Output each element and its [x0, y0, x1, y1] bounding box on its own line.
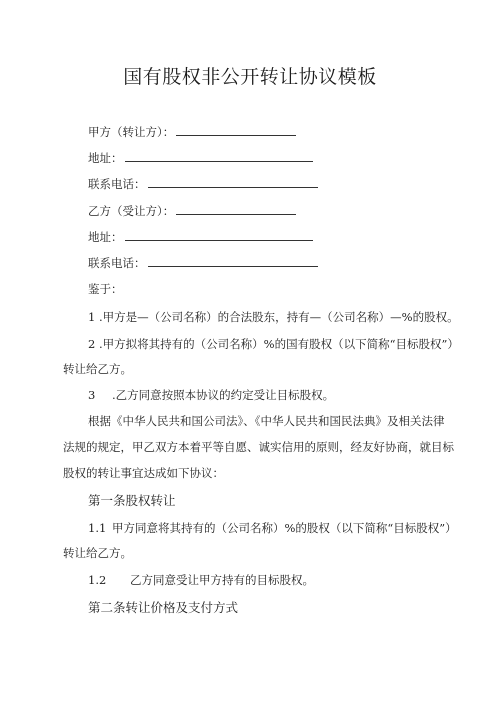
recital-2-text-line1: .甲方拟将其持有的（公司名称）%的国有股权（以下简称“目标股权”）: [98, 337, 459, 351]
recital-3-text: .乙方同意按照本协议的约定受让目标股权。: [112, 388, 335, 402]
clause-1-1-text-line1: 甲方同意将其持有的（公司名称）%的股权（以下简称“目标股权”）: [112, 521, 457, 535]
party-b-label: 乙方（受让方）：: [88, 204, 175, 218]
whereas-label: 鉴于：: [88, 282, 123, 296]
document-title: 国有股权非公开转让协议模板: [123, 66, 377, 88]
party-a-phone-field: [88, 176, 318, 192]
party-a-label: 甲方（转让方）：: [88, 125, 175, 139]
recital-3: [88, 387, 334, 403]
basis-line-2: 法规的规定，甲乙双方本着平等自愿、诚实信用的原则，经友好协商，就目标: [63, 440, 454, 454]
party-b-field: [88, 203, 296, 219]
party-b-address-label: 地址：: [88, 230, 123, 244]
party-b-phone-field: [88, 255, 318, 271]
article-2-heading: 第二条转让价格及支付方式: [88, 600, 239, 615]
party-a-address-field: [88, 150, 313, 166]
clause-1-2-text: 乙方同意受让甲方持有的目标股权。: [130, 573, 314, 587]
recital-2-number: 2: [88, 337, 96, 351]
recital-1-number: 1: [88, 310, 96, 324]
clause-1-1-line1: [88, 520, 457, 536]
party-b-address-field: [88, 229, 313, 245]
article-1-heading: 第一条股权转让: [88, 493, 176, 508]
party-b-blank[interactable]: [176, 203, 296, 215]
recital-2-line1: [88, 336, 459, 352]
party-a-address-label: 地址：: [88, 151, 123, 165]
clause-1-1-number: 1.1: [88, 521, 107, 535]
party-a-blank[interactable]: [176, 124, 296, 136]
clause-1-2: [88, 572, 314, 588]
party-a-phone-label: 联系电话：: [88, 177, 146, 191]
party-a-phone-blank[interactable]: [148, 176, 318, 188]
party-a-field: [88, 124, 296, 140]
clause-1-2-number: 1.2: [88, 573, 107, 587]
party-a-address-blank[interactable]: [125, 150, 313, 162]
party-b-phone-label: 联系电话：: [88, 256, 146, 270]
clause-1-1-line2: 转让给乙方。: [63, 546, 132, 560]
party-b-address-blank[interactable]: [125, 229, 313, 241]
basis-line-1: 根据《中华人民共和国公司法》、《中华人民共和国民法典》及相关法律: [88, 414, 445, 428]
recital-3-number: 3: [88, 388, 96, 402]
recital-1-text: .甲方是—（公司名称）的合法股东，持有—（公司名称）—%的股权。: [98, 310, 459, 324]
recital-2-line2: 转让给乙方。: [63, 362, 132, 376]
recital-1: [88, 309, 459, 325]
basis-line-3: 股权的转让事宜达成如下协议：: [63, 466, 224, 480]
party-b-phone-blank[interactable]: [148, 255, 318, 267]
